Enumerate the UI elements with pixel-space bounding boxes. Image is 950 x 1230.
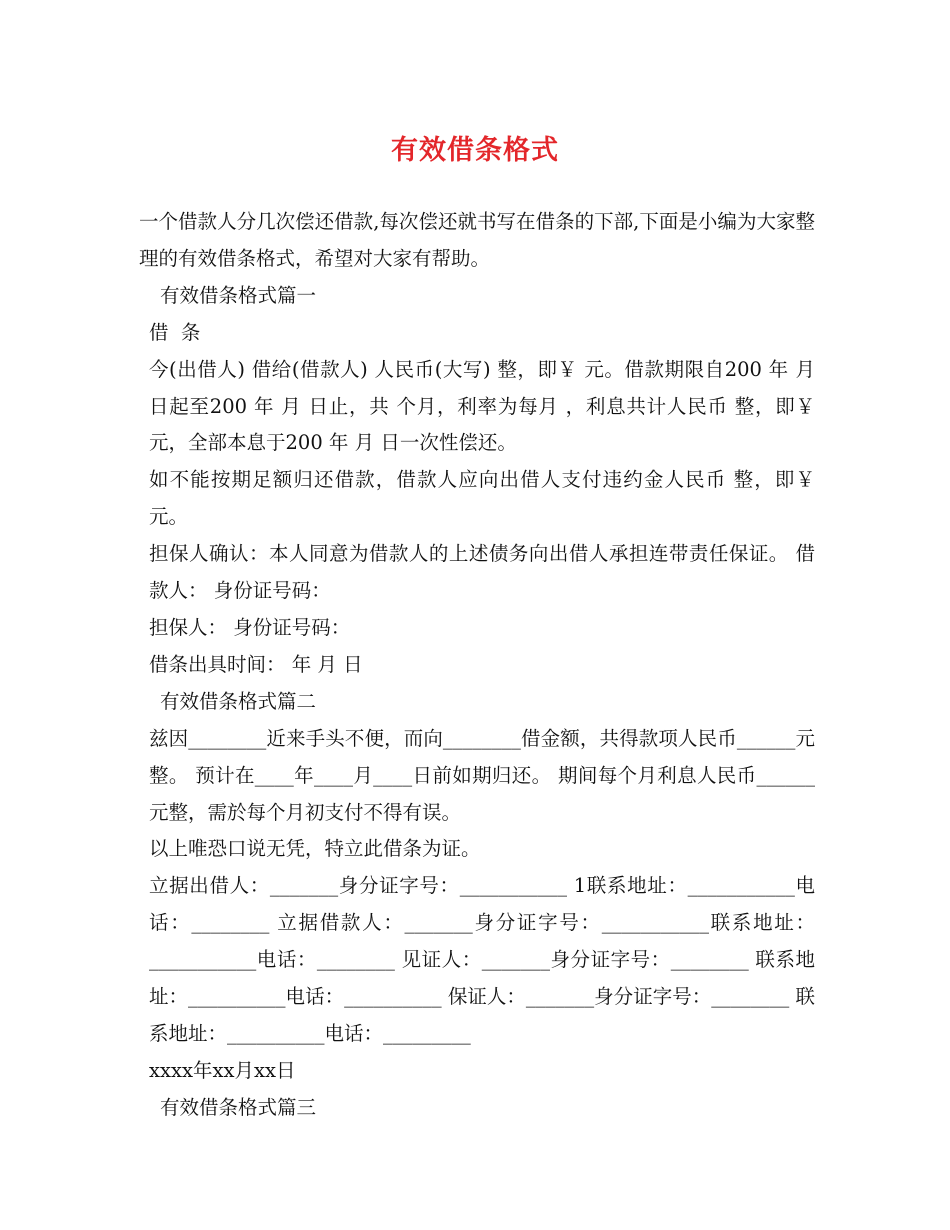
document-body [139,204,822,1127]
guarantor-line: 担保人： 身份证号码： [149,615,351,639]
loan-terms-paragraph: 今(出借人) 借给(借款人) 人民币(大写) 整，即￥ 元。借款期限自200 年 月 日起至200 年 月 日止，共 个月，利率为每月 ，利息共计人民币 整，即￥ 元，全部本息于200 年 月 日一次性偿还。 [149,357,822,455]
intro-paragraph: 一个借款人分几次偿还借款,每次偿还就书写在借条的下部,下面是小编为大家整理的有效借条格式，希望对大家有帮助。 [139,210,815,270]
section-heading-3: 有效借条格式篇三 [160,1095,317,1119]
section-heading-1: 有效借条格式篇一 [160,283,317,307]
signatories-paragraph: 立据出借人：_______身分证字号：___________ 1联系地址：___________电话：________ 立据借款人：_______身分证字号：___________联系地址：___________电话：________ 见证人：_______身分证字号：________ 联系地址：__________电话：__________ 保证人：_______身分证字号：________ 联系地址：__________电话：_________ [149,874,815,1045]
signing-date: xxxx年xx月xx日 [149,1058,296,1082]
guarantor-confirmation-paragraph: 担保人确认：本人同意为借款人的上述债务向出借人承担连带责任保证。 借款人： 身份证号码： [149,542,815,603]
penalty-paragraph: 如不能按期足额归还借款，借款人应向出借人支付违约金人民币 整，即￥ 元。 [149,468,822,529]
evidence-statement: 以上唯恐口说无凭，特立此借条为证。 [149,837,481,861]
loan-reason-paragraph: 兹因________近来手头不便，而向________借金额，共得款项人民币______元整。 预计在____年____月____日前如期归还。 期间每个月利息人民币______元整，需於每个月初支付不得有误。 [149,726,815,824]
iou-heading: 借 条 [149,320,201,344]
document-title: 有效借条格式 [391,135,559,166]
issue-date-line: 借条出具时间： 年 月 日 [149,652,363,676]
section-heading-2: 有效借条格式篇二 [160,689,317,713]
